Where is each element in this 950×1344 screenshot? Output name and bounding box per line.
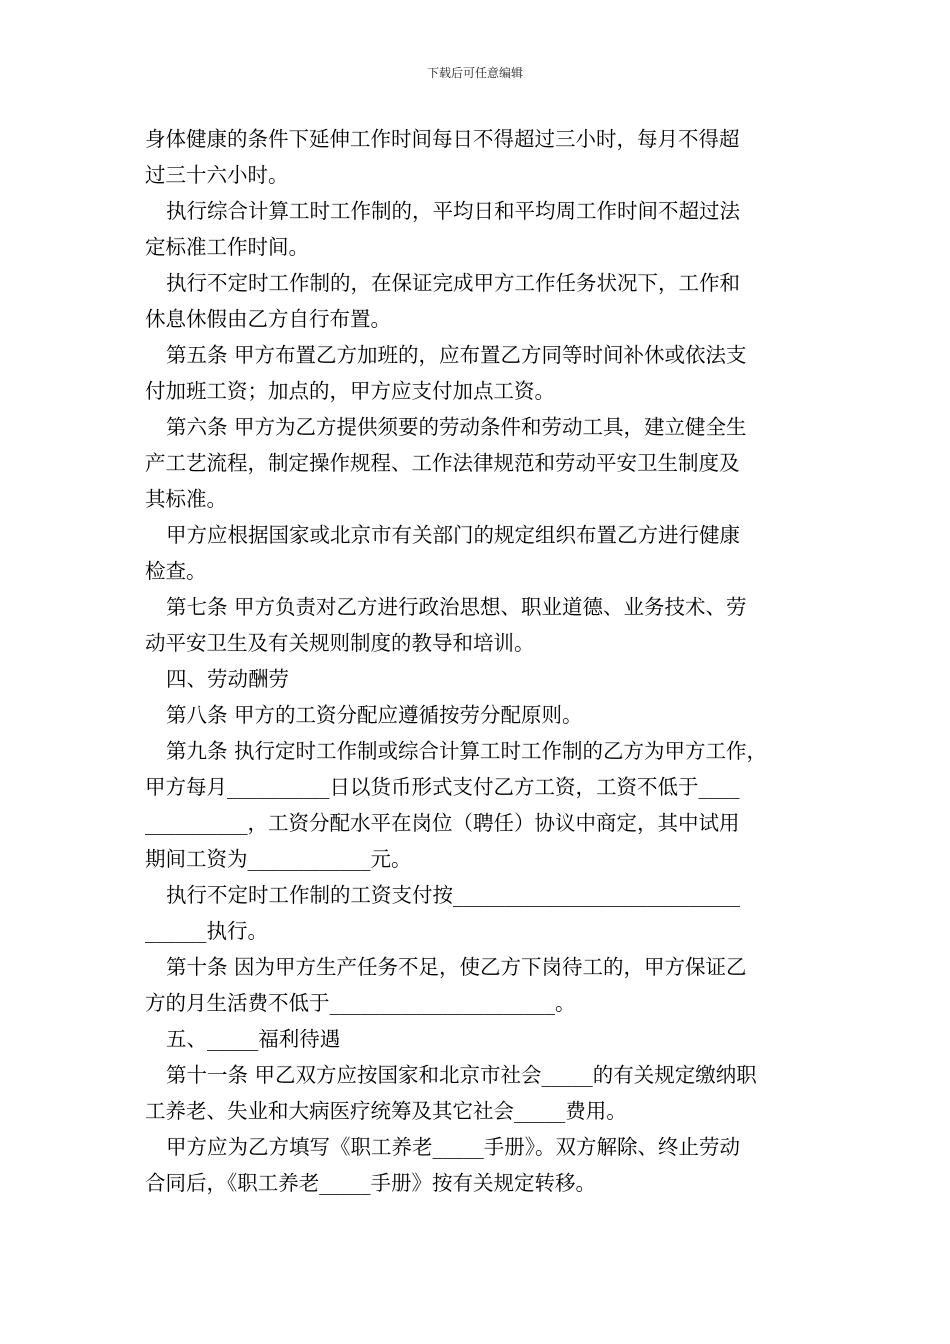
text-line: 方的月生活费不低于______________________。: [145, 991, 576, 1015]
text-line: 期间工资为____________元。: [145, 847, 412, 871]
paragraph: [145, 265, 810, 337]
text-line: 付加班工资；加点的，甲方应支付加点工资。: [145, 379, 555, 403]
paragraph: [145, 697, 810, 733]
text-line: 执行不定时工作制的，在保证完成甲方工作任务状况下，工作和: [166, 271, 740, 295]
paragraph: [145, 877, 810, 949]
paragraph: [145, 1021, 810, 1057]
text-line: 四、劳动酬劳: [166, 667, 289, 691]
text-line: 甲方应为乙方填写《职工养老_____手册》。双方解除、终止劳动: [166, 1135, 740, 1159]
paragraph: [145, 1129, 810, 1201]
paragraph: [145, 193, 810, 265]
text-line: 五、_____福利待遇: [166, 1027, 341, 1051]
paragraph: [145, 733, 810, 877]
text-line: 第六条 甲方为乙方提供须要的劳动条件和劳动工具，建立健全生: [166, 415, 747, 439]
text-line: 动平安卫生及有关规则制度的教导和培训。: [145, 631, 535, 655]
text-line: 第七条 甲方负责对乙方进行政治思想、职业道德、业务技术、劳: [166, 595, 747, 619]
paragraph: [145, 589, 810, 661]
text-line: 甲方应根据国家或北京市有关部门的规定组织布置乙方进行健康: [166, 523, 740, 547]
text-line: ______执行。: [145, 919, 268, 943]
paragraph: [145, 1057, 810, 1129]
paragraph: [145, 337, 810, 409]
paragraph: [145, 409, 810, 517]
text-line: 定标准工作时间。: [145, 235, 309, 259]
text-line: 检查。: [145, 559, 207, 583]
text-line: 合同后，《职工养老_____手册》按有关规定转移。: [145, 1171, 596, 1195]
text-line: 甲方每月__________日以货币形式支付乙方工资，工资不低于____: [145, 775, 740, 799]
text-line: 第九条 执行定时工作制或综合计算工时工作制的乙方为甲方工作，: [166, 739, 768, 763]
text-line: 产工艺流程，制定操作规程、工作法律规范和劳动平安卫生制度及: [145, 451, 740, 475]
text-line: 身体健康的条件下延伸工作时间每日不得超过三小时，每月不得超: [145, 127, 740, 151]
text-line: 执行综合计算工时工作制的，平均日和平均周工作时间不超过法: [166, 199, 740, 223]
text-line: 第八条 甲方的工资分配应遵循按劳分配原则。: [166, 703, 583, 727]
paragraph: [145, 949, 810, 1021]
text-line: 工养老、失业和大病医疗统筹及其它社会_____费用。: [145, 1099, 627, 1123]
text-line: 其标准。: [145, 487, 227, 511]
paragraph: [145, 517, 810, 589]
text-line: 休息休假由乙方自行布置。: [145, 307, 391, 331]
text-line: 执行不定时工作制的工资支付按____________________________: [166, 883, 740, 907]
page-header-note: 下载后可任意编辑: [426, 66, 523, 80]
paragraph: [145, 121, 810, 193]
text-line: 第十条 因为甲方生产任务不足，使乙方下岗待工的，甲方保证乙: [166, 955, 747, 979]
text-line: 第五条 甲方布置乙方加班的，应布置乙方同等时间补休或依法支: [166, 343, 747, 367]
text-line: 过三十六小时。: [145, 163, 289, 187]
text-line: 第十一条 甲乙双方应按国家和北京市社会_____的有关规定缴纳职: [166, 1063, 757, 1087]
text-line: __________，工资分配水平在岗位（聘任）协议中商定，其中试用: [145, 811, 740, 835]
paragraph: [145, 661, 810, 697]
document-body: [145, 121, 810, 1201]
